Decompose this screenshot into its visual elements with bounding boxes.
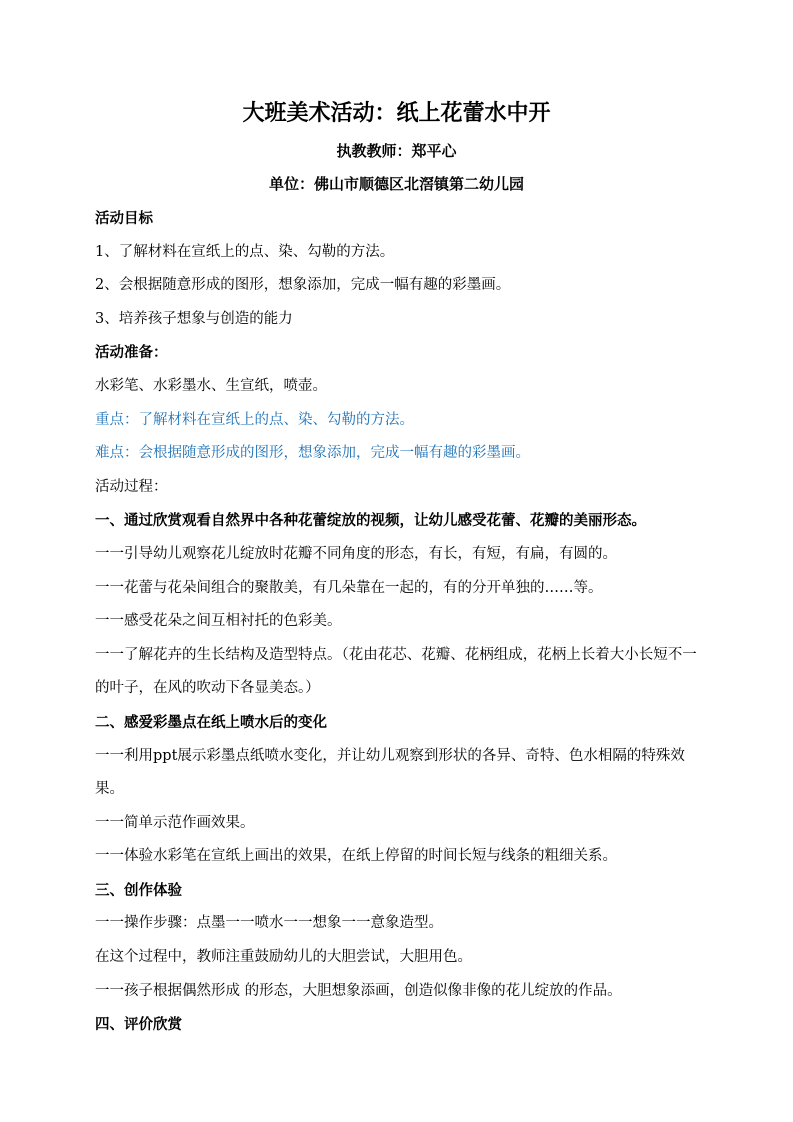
section-item: 一一花蕾与花朵间组合的聚散美，有几朵靠在一起的，有的分开单独的……等。 (95, 579, 603, 596)
section-item: 一一感受花朵之间互相衬托的色彩美。 (95, 613, 342, 630)
section-heading: 二、感爱彩墨点在纸上喷水后的变化 (95, 713, 327, 731)
process-heading: 活动过程： (95, 478, 168, 495)
goal-item: 2、会根据随意形成的图形，想象添加，完成一幅有趣的彩墨画。 (95, 277, 511, 294)
preparation-text: 水彩笔、水彩墨水、生宣纸，喷壶。 (95, 377, 327, 394)
document-body (95, 202, 707, 1042)
difficulty: 难点：会根据随意形成的图形，想象添加，完成一幅有趣的彩墨画。 (95, 445, 530, 462)
section-item: 一一简单示范作画效果。 (95, 814, 255, 831)
preparation-heading: 活动准备： (95, 344, 168, 362)
goal-item: 3、培养孩子想象与创造的能力 (95, 310, 293, 327)
section-item: 在这个过程中，教师注重鼓励幼儿的大胆尝试，大胆用色。 (95, 949, 472, 966)
unit-line: 单位：佛山市顺德区北滘镇第二幼儿园 (268, 175, 524, 193)
section-heading: 四、评价欣赏 (95, 1016, 182, 1034)
goal-item: 1、了解材料在宣纸上的点、染、勾勒的方法。 (95, 243, 395, 260)
section-heading: 三、创作体验 (95, 881, 182, 899)
section-item: 一一引导幼儿观察花儿绽放时花瓣不同角度的形态，有长，有短，有扁，有圆的。 (95, 545, 617, 562)
section-item: 一一利用ppt展示彩墨点纸喷水变化，并让幼儿观察到形状的各异、奇特、色水相隔的特殊效果。 (95, 747, 685, 798)
section-item: 一一体验水彩笔在宣纸上画出的效果，在纸上停留的时间长短与线条的粗细关系。 (95, 848, 617, 865)
author-line: 执教教师：郑平心 (336, 142, 457, 160)
section-heading: 一、通过欣赏观看自然界中各种花蕾绽放的视频，让幼儿感受花蕾、花瓣的美丽形态。 (95, 512, 646, 530)
key-point: 重点：了解材料在宣纸上的点、染、勾勒的方法。 (95, 411, 414, 428)
section-item: 一一了解花卉的生长结构及造型特点。（花由花芯、花瓣、花柄组成，花柄上长着大小长短不一的叶子，在风的吹动下各显美态。） (95, 646, 697, 697)
section-item: 一一操作步骤：点墨一一喷水一一想象一一意象造型。 (95, 915, 443, 932)
section-item: 一一孩子根据偶然形成 的形态，大胆想象添画，创造似像非像的花儿绽放的作品。 (95, 982, 622, 999)
document-title: 大班美术活动：纸上花蕾水中开 (242, 100, 551, 126)
goals-heading: 活动目标 (95, 210, 153, 227)
